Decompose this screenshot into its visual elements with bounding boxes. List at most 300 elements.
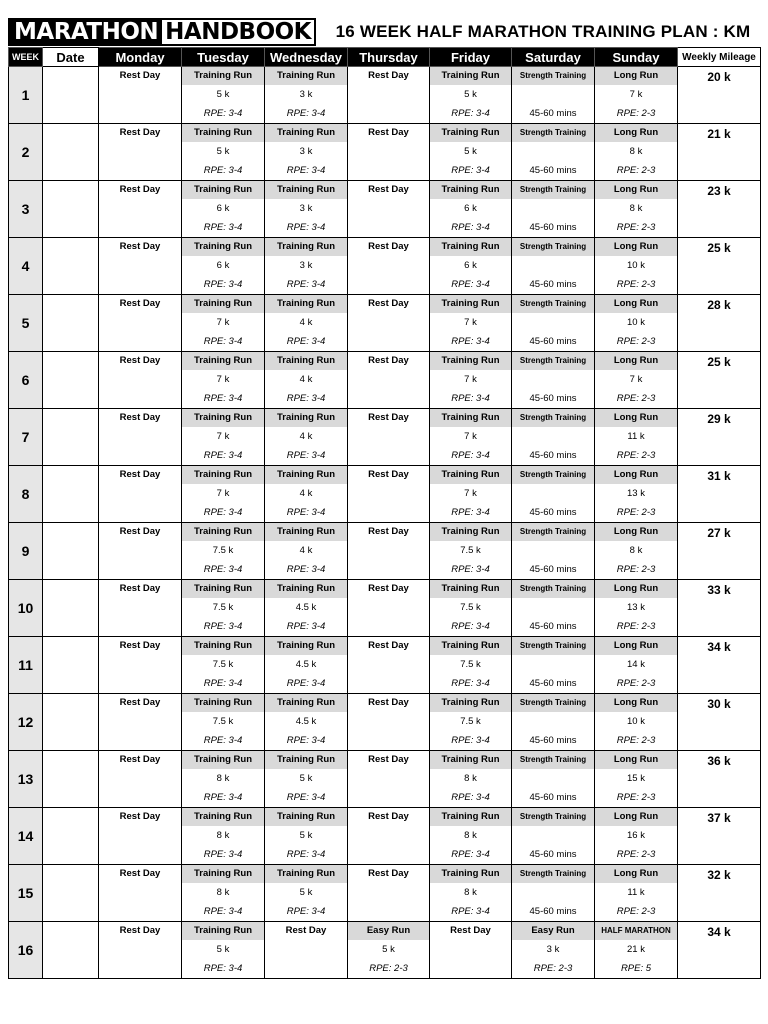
date-cell[interactable] <box>43 124 99 181</box>
workout-title: Long Run <box>595 694 677 712</box>
workout-distance: 7.5 k <box>460 602 481 613</box>
workout-duration: 45-60 mins <box>529 906 577 917</box>
cell-wednesday-workout <box>265 238 348 295</box>
workout-title: Training Run <box>182 751 264 769</box>
workout-title: Training Run <box>182 637 264 655</box>
workout-title: Training Run <box>265 466 347 484</box>
workout-distance: 5 k <box>464 89 477 100</box>
workout-rpe: RPE: 3-4 <box>286 735 326 746</box>
week-row <box>9 808 761 865</box>
week-number: 16 <box>9 922 43 979</box>
week-row <box>9 124 761 181</box>
workout-title: Training Run <box>182 67 264 85</box>
cell-monday-rest-day <box>99 181 182 238</box>
workout-title: Training Run <box>182 181 264 199</box>
workout-distance: 5 k <box>299 773 313 784</box>
workout-distance: 8 k <box>629 545 643 556</box>
workout-title: Training Run <box>430 466 511 484</box>
workout-title: Training Run <box>182 694 264 712</box>
cell-sunday-workout <box>595 694 678 751</box>
cell-wednesday-workout <box>265 181 348 238</box>
cell-thursday-rest-day <box>348 352 430 409</box>
workout-distance: 13 k <box>627 488 645 499</box>
weekly-mileage: 20 k <box>678 67 761 124</box>
week-number: 12 <box>9 694 43 751</box>
workout-title: Training Run <box>265 523 347 541</box>
workout-rpe: RPE: 3-4 <box>286 450 326 461</box>
cell-saturday-workout <box>512 523 595 580</box>
workout-distance: 21 k <box>627 944 645 955</box>
workout-duration: 45-60 mins <box>529 792 577 803</box>
workout-title: Training Run <box>430 751 511 769</box>
week-row-final <box>9 922 761 979</box>
workout-title: Training Run <box>182 295 264 313</box>
rest-day-label: Rest Day <box>368 184 409 195</box>
week-row <box>9 409 761 466</box>
cell-sunday-workout <box>595 466 678 523</box>
cell-friday-workout <box>430 808 512 865</box>
workout-title: Training Run <box>265 409 347 427</box>
date-cell[interactable] <box>43 580 99 637</box>
cell-wednesday-workout <box>265 523 348 580</box>
workout-distance: 8 k <box>216 830 230 841</box>
cell-friday-workout <box>430 637 512 694</box>
workout-rpe: RPE: 3-4 <box>203 165 243 176</box>
workout-distance: 7.5 k <box>212 545 234 556</box>
workout-rpe: RPE: 3-4 <box>286 222 326 233</box>
cell-monday-rest-day <box>99 238 182 295</box>
cell-tuesday-workout <box>182 67 265 124</box>
workout-duration: 45-60 mins <box>529 678 577 689</box>
cell-tuesday-workout <box>182 352 265 409</box>
workout-title: Training Run <box>265 637 347 655</box>
workout-rpe: RPE: 3-4 <box>286 906 326 917</box>
cell-saturday-workout <box>512 352 595 409</box>
workout-rpe: RPE: 3-4 <box>451 564 490 575</box>
workout-rpe: RPE: 3-4 <box>451 678 490 689</box>
workout-spacer <box>512 712 594 731</box>
workout-rpe: RPE: 3-4 <box>286 621 326 632</box>
workout-rpe: RPE: 3-4 <box>203 108 243 119</box>
cell-friday-workout <box>430 466 512 523</box>
workout-rpe: RPE: 3-4 <box>286 108 326 119</box>
col-header-wednesday: Wednesday <box>265 48 348 67</box>
cell-saturday-workout <box>512 865 595 922</box>
rest-day-label: Rest Day <box>119 811 161 822</box>
col-header-friday: Friday <box>430 48 512 67</box>
cell-tuesday-workout <box>182 694 265 751</box>
workout-rpe: RPE: 3-4 <box>203 507 243 518</box>
rest-day-label: Rest Day <box>119 127 161 138</box>
workout-rpe: RPE: 3-4 <box>286 564 326 575</box>
week-row <box>9 295 761 352</box>
weekly-mileage: 27 k <box>678 523 761 580</box>
workout-title: Long Run <box>595 523 677 541</box>
workout-distance: 7.5 k <box>460 659 481 670</box>
rest-day-label: Rest Day <box>368 697 409 708</box>
workout-rpe: RPE: 2-3 <box>616 507 656 518</box>
date-cell[interactable] <box>43 238 99 295</box>
workout-rpe: RPE: 3-4 <box>286 279 326 290</box>
cell-tuesday-workout <box>182 751 265 808</box>
date-cell[interactable] <box>43 808 99 865</box>
workout-rpe: RPE: 2-3 <box>616 906 656 917</box>
cell-saturday-workout <box>512 694 595 751</box>
workout-distance: 4.5 k <box>295 602 317 613</box>
workout-title: Long Run <box>595 466 677 484</box>
workout-distance: 7 k <box>629 374 643 385</box>
cell-sunday-workout <box>595 181 678 238</box>
workout-rpe: RPE: 3-4 <box>203 222 243 233</box>
date-cell[interactable] <box>43 409 99 466</box>
workout-title: Strength Training <box>512 352 594 370</box>
workout-rpe: RPE: 5 <box>620 963 652 974</box>
date-cell[interactable] <box>43 637 99 694</box>
page-title: 16 WEEK HALF MARATHON TRAINING PLAN : KM <box>335 22 751 41</box>
cell-tuesday-workout <box>182 181 265 238</box>
week-row <box>9 637 761 694</box>
workout-rpe: RPE: 3-4 <box>451 849 490 860</box>
cell-monday-rest-day <box>99 466 182 523</box>
cell-tuesday-workout <box>182 922 265 979</box>
cell-friday-workout <box>430 352 512 409</box>
workout-duration: 45-60 mins <box>529 735 577 746</box>
date-cell[interactable] <box>43 352 99 409</box>
workout-rpe: RPE: 2-3 <box>616 564 656 575</box>
cell-thursday-rest-day <box>348 694 430 751</box>
rest-day-label: Rest Day <box>119 583 161 594</box>
workout-title: Training Run <box>430 238 511 256</box>
cell-tuesday-workout <box>182 295 265 352</box>
workout-title: Easy Run <box>512 922 594 940</box>
week-row <box>9 751 761 808</box>
workout-rpe: RPE: 3-4 <box>203 279 243 290</box>
cell-sunday-workout <box>595 922 678 979</box>
workout-spacer <box>512 883 594 902</box>
workout-distance: 7 k <box>216 374 230 385</box>
workout-title: Training Run <box>430 409 511 427</box>
cell-thursday-rest-day <box>348 466 430 523</box>
cell-saturday-workout <box>512 67 595 124</box>
marathon-handbook-logo <box>8 18 316 46</box>
rest-day-label: Rest Day <box>285 925 327 936</box>
weekly-mileage: 23 k <box>678 181 761 238</box>
workout-distance: 7.5 k <box>460 545 481 556</box>
cell-monday-rest-day <box>99 409 182 466</box>
workout-title: Training Run <box>182 523 264 541</box>
col-header-thursday: Thursday <box>348 48 430 67</box>
workout-distance: 7.5 k <box>460 716 481 727</box>
rest-day-label: Rest Day <box>119 697 161 708</box>
cell-wednesday-workout <box>265 580 348 637</box>
workout-duration: 45-60 mins <box>529 393 577 404</box>
rest-day-label: Rest Day <box>368 583 409 594</box>
cell-sunday-workout <box>595 238 678 295</box>
workout-distance: 8 k <box>216 887 230 898</box>
workout-title: Strength Training <box>512 124 594 142</box>
workout-rpe: RPE: 2-3 <box>369 963 408 974</box>
week-row <box>9 466 761 523</box>
workout-spacer <box>512 256 594 275</box>
cell-friday-rest-day <box>430 922 512 979</box>
workout-title: Training Run <box>265 352 347 370</box>
workout-spacer <box>512 142 594 161</box>
workout-distance: 5 k <box>299 887 313 898</box>
cell-monday-rest-day <box>99 865 182 922</box>
cell-wednesday-workout <box>265 808 348 865</box>
cell-saturday-workout <box>512 238 595 295</box>
cell-saturday-workout <box>512 751 595 808</box>
date-cell[interactable] <box>43 466 99 523</box>
rest-day-label: Rest Day <box>368 241 409 252</box>
workout-distance: 6 k <box>464 203 477 214</box>
rest-day-label: Rest Day <box>119 469 161 480</box>
workout-title: Strength Training <box>512 409 594 427</box>
week-number: 3 <box>9 181 43 238</box>
cell-tuesday-workout <box>182 466 265 523</box>
workout-title: Training Run <box>182 124 264 142</box>
workout-title: Training Run <box>182 238 264 256</box>
rest-day-label: Rest Day <box>368 526 409 537</box>
weekly-mileage: 36 k <box>678 751 761 808</box>
workout-title: Training Run <box>265 865 347 883</box>
date-cell[interactable] <box>43 694 99 751</box>
workout-rpe: RPE: 3-4 <box>451 507 490 518</box>
cell-monday-rest-day <box>99 751 182 808</box>
rest-day-label: Rest Day <box>368 640 409 651</box>
workout-rpe: RPE: 3-4 <box>203 963 243 974</box>
header-row <box>9 48 761 67</box>
rest-day-label: Rest Day <box>119 754 161 765</box>
workout-title: Training Run <box>430 181 511 199</box>
cell-tuesday-workout <box>182 580 265 637</box>
plan-body <box>9 67 761 979</box>
cell-monday-rest-day <box>99 694 182 751</box>
workout-title: Strength Training <box>512 238 594 256</box>
workout-title: Training Run <box>430 67 511 85</box>
weekly-mileage: 31 k <box>678 466 761 523</box>
workout-rpe: RPE: 2-3 <box>616 735 656 746</box>
workout-distance: 11 k <box>627 431 645 442</box>
cell-saturday-workout <box>512 922 595 979</box>
workout-distance: 7 k <box>464 374 477 385</box>
workout-title: Training Run <box>265 751 347 769</box>
workout-title: Long Run <box>595 865 677 883</box>
cell-thursday-rest-day <box>348 637 430 694</box>
cell-saturday-workout <box>512 295 595 352</box>
workout-spacer <box>512 313 594 332</box>
workout-distance: 13 k <box>627 602 645 613</box>
cell-friday-workout <box>430 67 512 124</box>
week-row <box>9 523 761 580</box>
cell-saturday-workout <box>512 637 595 694</box>
workout-title: Training Run <box>430 523 511 541</box>
cell-monday-rest-day <box>99 295 182 352</box>
workout-title: Training Run <box>265 295 347 313</box>
workout-rpe: RPE: 3-4 <box>203 792 243 803</box>
workout-duration: 45-60 mins <box>529 849 577 860</box>
cell-thursday-rest-day <box>348 295 430 352</box>
workout-rpe: RPE: 3-4 <box>451 108 490 119</box>
workout-distance: 4 k <box>299 488 313 499</box>
workout-title: Training Run <box>182 580 264 598</box>
workout-rpe: RPE: 3-4 <box>203 564 243 575</box>
workout-distance: 4 k <box>299 545 313 556</box>
cell-wednesday-rest-day <box>265 922 348 979</box>
workout-distance: 4.5 k <box>295 659 317 670</box>
workout-distance: 7 k <box>464 488 477 499</box>
date-cell[interactable] <box>43 922 99 979</box>
cell-saturday-workout <box>512 409 595 466</box>
week-number: 8 <box>9 466 43 523</box>
cell-friday-workout <box>430 580 512 637</box>
weekly-mileage: 30 k <box>678 694 761 751</box>
workout-distance: 10 k <box>627 260 645 271</box>
date-cell[interactable] <box>43 865 99 922</box>
workout-title: Strength Training <box>512 808 594 826</box>
workout-rpe: RPE: 3-4 <box>286 507 326 518</box>
week-number: 5 <box>9 295 43 352</box>
cell-monday-rest-day <box>99 922 182 979</box>
rest-day-label: Rest Day <box>119 70 161 81</box>
cell-wednesday-workout <box>265 124 348 181</box>
workout-distance: 10 k <box>627 716 645 727</box>
workout-spacer <box>512 484 594 503</box>
workout-rpe: RPE: 3-4 <box>203 678 243 689</box>
cell-wednesday-workout <box>265 352 348 409</box>
week-number: 15 <box>9 865 43 922</box>
date-cell[interactable] <box>43 181 99 238</box>
weekly-mileage: 25 k <box>678 238 761 295</box>
cell-friday-workout <box>430 523 512 580</box>
workout-duration: 45-60 mins <box>529 108 577 119</box>
workout-distance: 6 k <box>464 260 477 271</box>
workout-rpe: RPE: 3-4 <box>451 906 490 917</box>
workout-title: Training Run <box>265 181 347 199</box>
cell-monday-rest-day <box>99 637 182 694</box>
workout-distance: 8 k <box>629 203 643 214</box>
workout-title: Training Run <box>265 67 347 85</box>
workout-title: Training Run <box>182 808 264 826</box>
workout-distance: 11 k <box>627 887 645 898</box>
cell-friday-workout <box>430 295 512 352</box>
workout-title: Long Run <box>595 124 677 142</box>
workout-rpe: RPE: 3-4 <box>286 165 326 176</box>
col-header-tuesday: Tuesday <box>182 48 265 67</box>
cell-thursday-rest-day <box>348 181 430 238</box>
workout-duration: 45-60 mins <box>529 222 577 233</box>
workout-distance: 7.5 k <box>212 602 234 613</box>
workout-rpe: RPE: 3-4 <box>203 906 243 917</box>
workout-title: Strength Training <box>512 865 594 883</box>
workout-title: Training Run <box>182 352 264 370</box>
date-cell[interactable] <box>43 751 99 808</box>
workout-spacer <box>512 655 594 674</box>
cell-thursday-rest-day <box>348 580 430 637</box>
cell-friday-workout <box>430 238 512 295</box>
week-number: 4 <box>9 238 43 295</box>
cell-sunday-workout <box>595 409 678 466</box>
cell-sunday-workout <box>595 352 678 409</box>
workout-title: Training Run <box>182 865 264 883</box>
workout-distance: 7 k <box>216 317 230 328</box>
cell-monday-rest-day <box>99 808 182 865</box>
workout-title: Strength Training <box>512 694 594 712</box>
cell-thursday-rest-day <box>348 808 430 865</box>
workout-rpe: RPE: 3-4 <box>451 735 490 746</box>
cell-thursday-rest-day <box>348 238 430 295</box>
rest-day-label: Rest Day <box>368 127 409 138</box>
cell-sunday-workout <box>595 808 678 865</box>
cell-wednesday-workout <box>265 67 348 124</box>
workout-rpe: RPE: 3-4 <box>286 678 326 689</box>
workout-distance: 5 k <box>464 146 477 157</box>
rest-day-label: Rest Day <box>368 469 409 480</box>
date-cell[interactable] <box>43 67 99 124</box>
workout-title: Strength Training <box>512 67 594 85</box>
week-row <box>9 238 761 295</box>
logo-part-marathon: MARATHON <box>10 20 162 44</box>
cell-sunday-workout <box>595 124 678 181</box>
workout-duration: 45-60 mins <box>529 165 577 176</box>
rest-day-label: Rest Day <box>119 526 161 537</box>
cell-saturday-workout <box>512 580 595 637</box>
logo-part-handbook: HANDBOOK <box>162 20 314 44</box>
cell-saturday-workout <box>512 124 595 181</box>
workout-rpe: RPE: 2-3 <box>616 849 656 860</box>
week-number: 11 <box>9 637 43 694</box>
week-row <box>9 694 761 751</box>
cell-thursday-workout <box>348 922 430 979</box>
week-number: 2 <box>9 124 43 181</box>
workout-rpe: RPE: 3-4 <box>451 621 490 632</box>
workout-distance: 6 k <box>216 260 230 271</box>
weekly-mileage: 34 k <box>678 922 761 979</box>
cell-friday-workout <box>430 124 512 181</box>
week-number: 6 <box>9 352 43 409</box>
workout-rpe: RPE: 3-4 <box>203 336 243 347</box>
workout-rpe: RPE: 2-3 <box>616 678 656 689</box>
cell-friday-workout <box>430 694 512 751</box>
workout-title: Training Run <box>182 466 264 484</box>
week-number: 13 <box>9 751 43 808</box>
workout-rpe: RPE: 2-3 <box>616 165 656 176</box>
workout-title: Strength Training <box>512 466 594 484</box>
cell-sunday-workout <box>595 67 678 124</box>
cell-wednesday-workout <box>265 295 348 352</box>
col-header-weekly-mileage: Weekly Mileage <box>678 48 761 67</box>
cell-tuesday-workout <box>182 637 265 694</box>
week-number: 9 <box>9 523 43 580</box>
rest-day-label: Rest Day <box>368 754 409 765</box>
workout-title: Training Run <box>430 580 511 598</box>
cell-tuesday-workout <box>182 523 265 580</box>
workout-distance: 16 k <box>627 830 645 841</box>
cell-tuesday-workout <box>182 808 265 865</box>
workout-rpe: RPE: 3-4 <box>451 336 490 347</box>
workout-duration: 45-60 mins <box>529 621 577 632</box>
workout-rpe: RPE: 2-3 <box>616 336 656 347</box>
date-cell[interactable] <box>43 295 99 352</box>
workout-title: Long Run <box>595 352 677 370</box>
workout-distance: 4 k <box>299 374 313 385</box>
workout-rpe: RPE: 2-3 <box>616 792 656 803</box>
cell-wednesday-workout <box>265 865 348 922</box>
workout-rpe: RPE: 3-4 <box>451 450 490 461</box>
workout-spacer <box>512 541 594 560</box>
date-cell[interactable] <box>43 523 99 580</box>
workout-distance: 8 k <box>464 887 477 898</box>
